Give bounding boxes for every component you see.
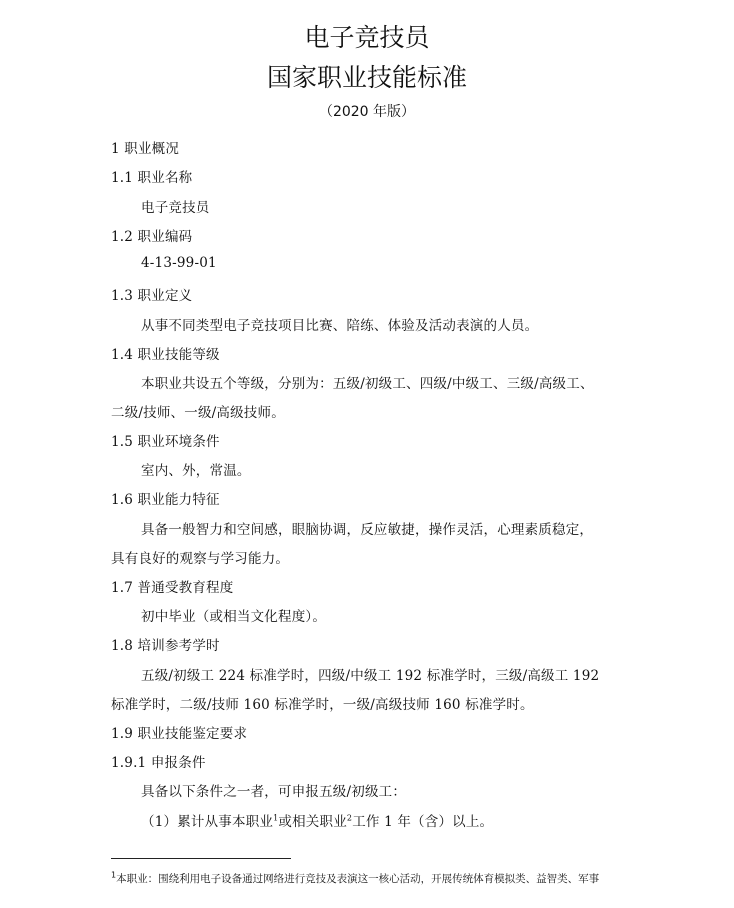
section-heading: 1.6 职业能力特征: [111, 492, 220, 508]
section-heading: 1.7 普通受教育程度: [111, 580, 234, 596]
paragraph: 本职业共设五个等级，分别为：五级/初级工、四级/中级工、三级/高级工、: [141, 376, 594, 392]
footnote-text: 本职业：围绕利用电子设备通过网络进行竞技及表演这一核心活动，开展传统体育模拟类、益智类、军事: [116, 873, 600, 885]
document-title: 电子竞技员: [304, 23, 430, 52]
condition-text: （1）累计从事本职业: [141, 814, 274, 830]
footnote-mark: 1: [111, 870, 117, 880]
condition-text: 工作 1 年（含）以上。: [352, 814, 494, 830]
section-heading: 1.4 职业技能等级: [111, 347, 220, 363]
edition-label: （2020 年版）: [318, 104, 416, 120]
subsection-heading: 1.9.1 申报条件: [111, 755, 206, 771]
paragraph: 从事不同类型电子竞技项目比赛、陪练、体验及活动表演的人员。: [141, 318, 539, 334]
section-heading: 1.2 职业编码: [111, 229, 193, 245]
paragraph: 4-13-99-01: [141, 255, 217, 271]
paragraph-continuation: 二级/技师、一级/高级技师。: [111, 405, 285, 421]
paragraph-continuation: 标准学时，二级/技师 160 标准学时，一级/高级技师 160 标准学时。: [111, 697, 534, 713]
footnote-divider: [111, 858, 291, 859]
paragraph: 初中毕业（或相当文化程度）。: [141, 609, 327, 625]
section-heading: 1.1 职业名称: [111, 170, 193, 186]
document-subtitle: 国家职业技能标准: [266, 63, 467, 92]
section-heading: 1.5 职业环境条件: [111, 434, 220, 450]
paragraph: 电子竞技员: [141, 200, 210, 216]
footnote-ref[interactable]: 2: [346, 813, 353, 823]
section-heading: 1.9 职业技能鉴定要求: [111, 726, 248, 742]
paragraph: 具备一般智力和空间感，眼脑协调，反应敏捷，操作灵活，心理素质稳定，: [141, 522, 594, 538]
section-heading: 1.8 培训参考学时: [111, 638, 220, 654]
paragraph-continuation: 具有良好的观察与学习能力。: [111, 551, 290, 567]
condition-text: 或相关职业: [278, 814, 347, 830]
paragraph: 具备以下条件之一者，可申报五级/初级工：: [141, 784, 407, 800]
paragraph: 五级/初级工 224 标准学时，四级/中级工 192 标准学时，三级/高级工 192: [141, 668, 600, 684]
footnote: [111, 871, 599, 886]
paragraph: 室内、外，常温。: [141, 463, 251, 479]
section-heading: 1 职业概况: [111, 141, 180, 157]
condition-item: [141, 810, 493, 830]
section-heading: 1.3 职业定义: [111, 288, 193, 304]
footnote-ref[interactable]: 1: [273, 813, 279, 823]
